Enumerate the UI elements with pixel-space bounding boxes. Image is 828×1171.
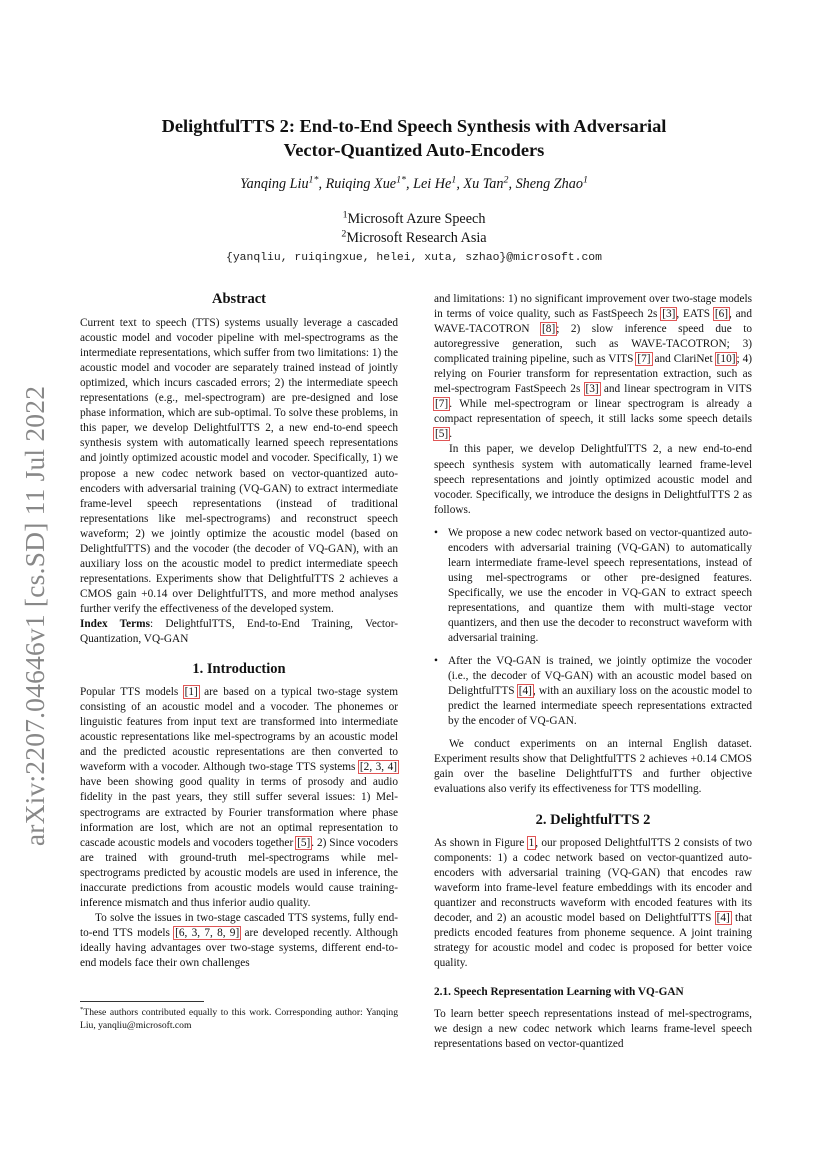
citation-link[interactable]: [7] bbox=[435, 398, 449, 411]
subsection-2-1-heading: 2.1. Speech Representation Learning with VQ-GAN bbox=[434, 985, 684, 998]
contribution-list bbox=[434, 526, 752, 730]
right-column bbox=[434, 292, 752, 1052]
title-line-1: DelightfulTTS 2: End-to-End Speech Synthesis with Adversarial bbox=[161, 116, 667, 136]
right-paragraph-3: We conduct experiments on an internal English dataset. Experiment results show that DelightfulTTS 2 achieves +0.14 CMOS gain over the baseline DelightfulTTS and further objective evaluations also verify its effectiveness for TTS modelling. bbox=[434, 738, 752, 796]
author: Lei He$^1$ bbox=[413, 174, 457, 192]
abstract-text: Current text to speech (TTS) systems usually leverage a cascaded acoustic model and vocoder pipeline with mel-spectrograms as the intermediate representations, which suffer from two limitations: 1) the acoustic model and vocoder are separately trained instead of jointly optimized, which incurs cascaded errors; 2) the intermediate speech representations (e.g., mel-spectrogram) are pre-designed and lose phase information, which are sub-optimal. To solve these problems, in this paper, we develop DelightfulTTS 2, a new end-to-end speech synthesis system with automatically learned speech representations and jointly optimized acoustic model and vocoder. Specifically, 1) we propose a new codec network based on vector-quantized auto-encoders with adversarial training (VQ-GAN) to extract intermediate frame-level speech representations (instead of traditional representations like mel-spectrograms) and reconstruct speech waveform; 2) we jointly optimize the acoustic model (based on DelightfulTTS) and the vocoder (the decoder of VQ-GAN), with an auxiliary loss on the acoustic model to predict intermediate speech representations. Experiments show that DelightfulTTS 2 achieves a CMOS gain +0.14 over DelightfulTTS, and more method analyses further verify the effectiveness of the developed system. bbox=[80, 317, 398, 615]
intro-paragraph-2: To solve the issues in two-stage cascaded TTS systems, fully end-to-end TTS models [6, 3, 7, 8, 9] are developed recently. Although ideally having advantages over two-stage systems, different end-to-end models face their own challenges bbox=[80, 911, 398, 969]
citation-link[interactable]: [1] bbox=[184, 686, 198, 699]
citation-link[interactable]: [5] bbox=[435, 428, 449, 441]
introduction-heading: 1. Introduction bbox=[192, 661, 286, 678]
affiliation-1: $^1$Microsoft Azure Speech bbox=[342, 209, 486, 227]
left-column bbox=[80, 292, 398, 971]
paper-title bbox=[0, 114, 828, 162]
citation-link[interactable]: [2, 3, 4] bbox=[359, 761, 397, 774]
citation-link[interactable]: [3] bbox=[662, 308, 676, 321]
abstract-heading: Abstract bbox=[212, 291, 266, 307]
right-paragraph-1: and limitations: 1) no significant improvement over two-stage models in terms of voice quality, such as FastSpeech 2s [3], EATS [6], and WAVE-TACOTRON [8]; 2) slow inference speed due to autoregressive generation, such as WAVE-TACOTRON; 3) complicated training pipeline, such as VITS [7] and ClariNet [10]; 4) relying on Fourier transform for representation extraction, such as mel-spectrogram FastSpeech 2s [3] and linear spectrogram in VITS [7]. While mel-spectrogram or linear spectrogram is already a compact representation of speech, it still lacks some speech details [5]. bbox=[434, 293, 753, 441]
intro-paragraph-1: Popular TTS models [1] are based on a typical two-stage system consisting of an acoustic model and a vocoder. The phonemes or linguistic features from input text are transformed into intermediate acoustic representations like mel-spectrograms by an acoustic model and the predicted acoustic representations are then converted to waveform with a vocoder. Although two-stage TTS systems [2, 3, 4] have been showing good quality in terms of prosody and audio fidelity in the past years, they still suffer several issues: 1) Mel-spectrograms are extracted by Fourier transformation where phase information are lost, which are not an optimal representation to cascade acoustic models and vocoders together [5]. 2) Since vocoders are trained with ground-truth mel-spectrograms while mel-spectrograms predicted by acoustic models are used in inference, the inaccurate predictions from acoustic models would cause training-inference mismatch and thus inferior audio quality. bbox=[80, 686, 399, 909]
author: Yanqing Liu$^{1*}$ bbox=[240, 174, 319, 192]
citation-link[interactable]: [8] bbox=[542, 323, 556, 336]
author-list: Yanqing Liu$^{1*}$, Ruiqing Xue$^{1*}$, Lei He$^1$, Xu Tan$^2$, Sheng Zhao$^1$ bbox=[240, 174, 588, 192]
citation-link[interactable]: [6] bbox=[714, 308, 729, 321]
author: Xu Tan$^2$ bbox=[463, 174, 509, 192]
author: Sheng Zhao$^1$ bbox=[515, 174, 588, 192]
footnote: *These authors contributed equally to this work. Corresponding author: Yanqing Liu, yanqliu@microsoft.com bbox=[80, 1005, 398, 1031]
title-line-2: Vector-Quantized Auto-Encoders bbox=[283, 140, 545, 160]
author: Ruiqing Xue$^{1*}$ bbox=[325, 174, 407, 192]
section-2-heading: 2. DelightfulTTS 2 bbox=[535, 811, 651, 828]
footnote-rule bbox=[80, 1001, 204, 1002]
section-2-paragraph: As shown in Figure 1, our proposed DelightfulTTS 2 consists of two components: 1) a codec network based on vector-quantized auto-encoders with adversarial training (VQ-GAN) that encodes raw waveform into frame-level feature embeddings with its encoder and quantizer and reconstructs waveform with encoded features with its decoder, and 2) an acoustic model based on DelightfulTTS [4] that predicts encoded features from phoneme sequence. A joint training strategy for acoustic model and codec is proposed for better voice quality. bbox=[434, 836, 752, 969]
index-terms: Index Terms: DelightfulTTS, End-to-End Training, Vector-Quantization, VQ-GAN bbox=[80, 617, 399, 646]
author-emails: {yanqliu, ruiqingxue, helei, xuta, szhao}@microsoft.com bbox=[226, 252, 602, 264]
citation-link[interactable]: [4] bbox=[518, 685, 532, 698]
citation-link[interactable]: [6, 3, 7, 8, 9] bbox=[175, 926, 240, 939]
list-item: • We propose a new codec network based on vector-quantized auto-encoders with adversarial training (VQ-GAN) to automatically learn intermediate frame-level speech representations, instead of using mel-spectrograms or other pre-designed features. Specifically, we use the encoder in VQ-GAN to extract speech representations, and quantize them with multi-stage vector quantizers, and then use the decoder to reconstruct waveform with adversarial training. bbox=[448, 526, 752, 646]
figure-link[interactable]: 1 bbox=[528, 836, 535, 849]
affiliation-2: $^2$Microsoft Research Asia bbox=[341, 228, 487, 246]
arxiv-stamp: arXiv:2207.04646v1 [cs.SD] 11 Jul 2022 bbox=[19, 385, 50, 847]
citation-link[interactable]: [7] bbox=[637, 353, 651, 366]
citation-link[interactable]: [3] bbox=[585, 383, 599, 396]
citation-link[interactable]: [10] bbox=[716, 353, 736, 366]
right-paragraph-2: In this paper, we develop DelightfulTTS 2, a new end-to-end speech synthesis system with automatically learned frame-level speech representations and jointly optimized acoustic model and vocoder. Specifically, we introduce the designs in DelightfulTTS 2 as follows. bbox=[434, 443, 752, 516]
citation-link[interactable]: [5] bbox=[297, 836, 311, 849]
citation-link[interactable]: [4] bbox=[716, 911, 730, 924]
list-item: • After the VQ-GAN is trained, we jointly optimize the vocoder (i.e., the decoder of VQ-GAN) with an acoustic model based on DelightfulTTS [4], with an auxiliary loss on the acoustic model to predict the learned intermediate speech representations extracted by the encoder of VQ-GAN. bbox=[448, 654, 752, 729]
subsection-2-1-paragraph: To learn better speech representations instead of mel-spectrograms, we design a new codec network which learns frame-level speech representations based on vector-quantized bbox=[434, 1008, 752, 1051]
